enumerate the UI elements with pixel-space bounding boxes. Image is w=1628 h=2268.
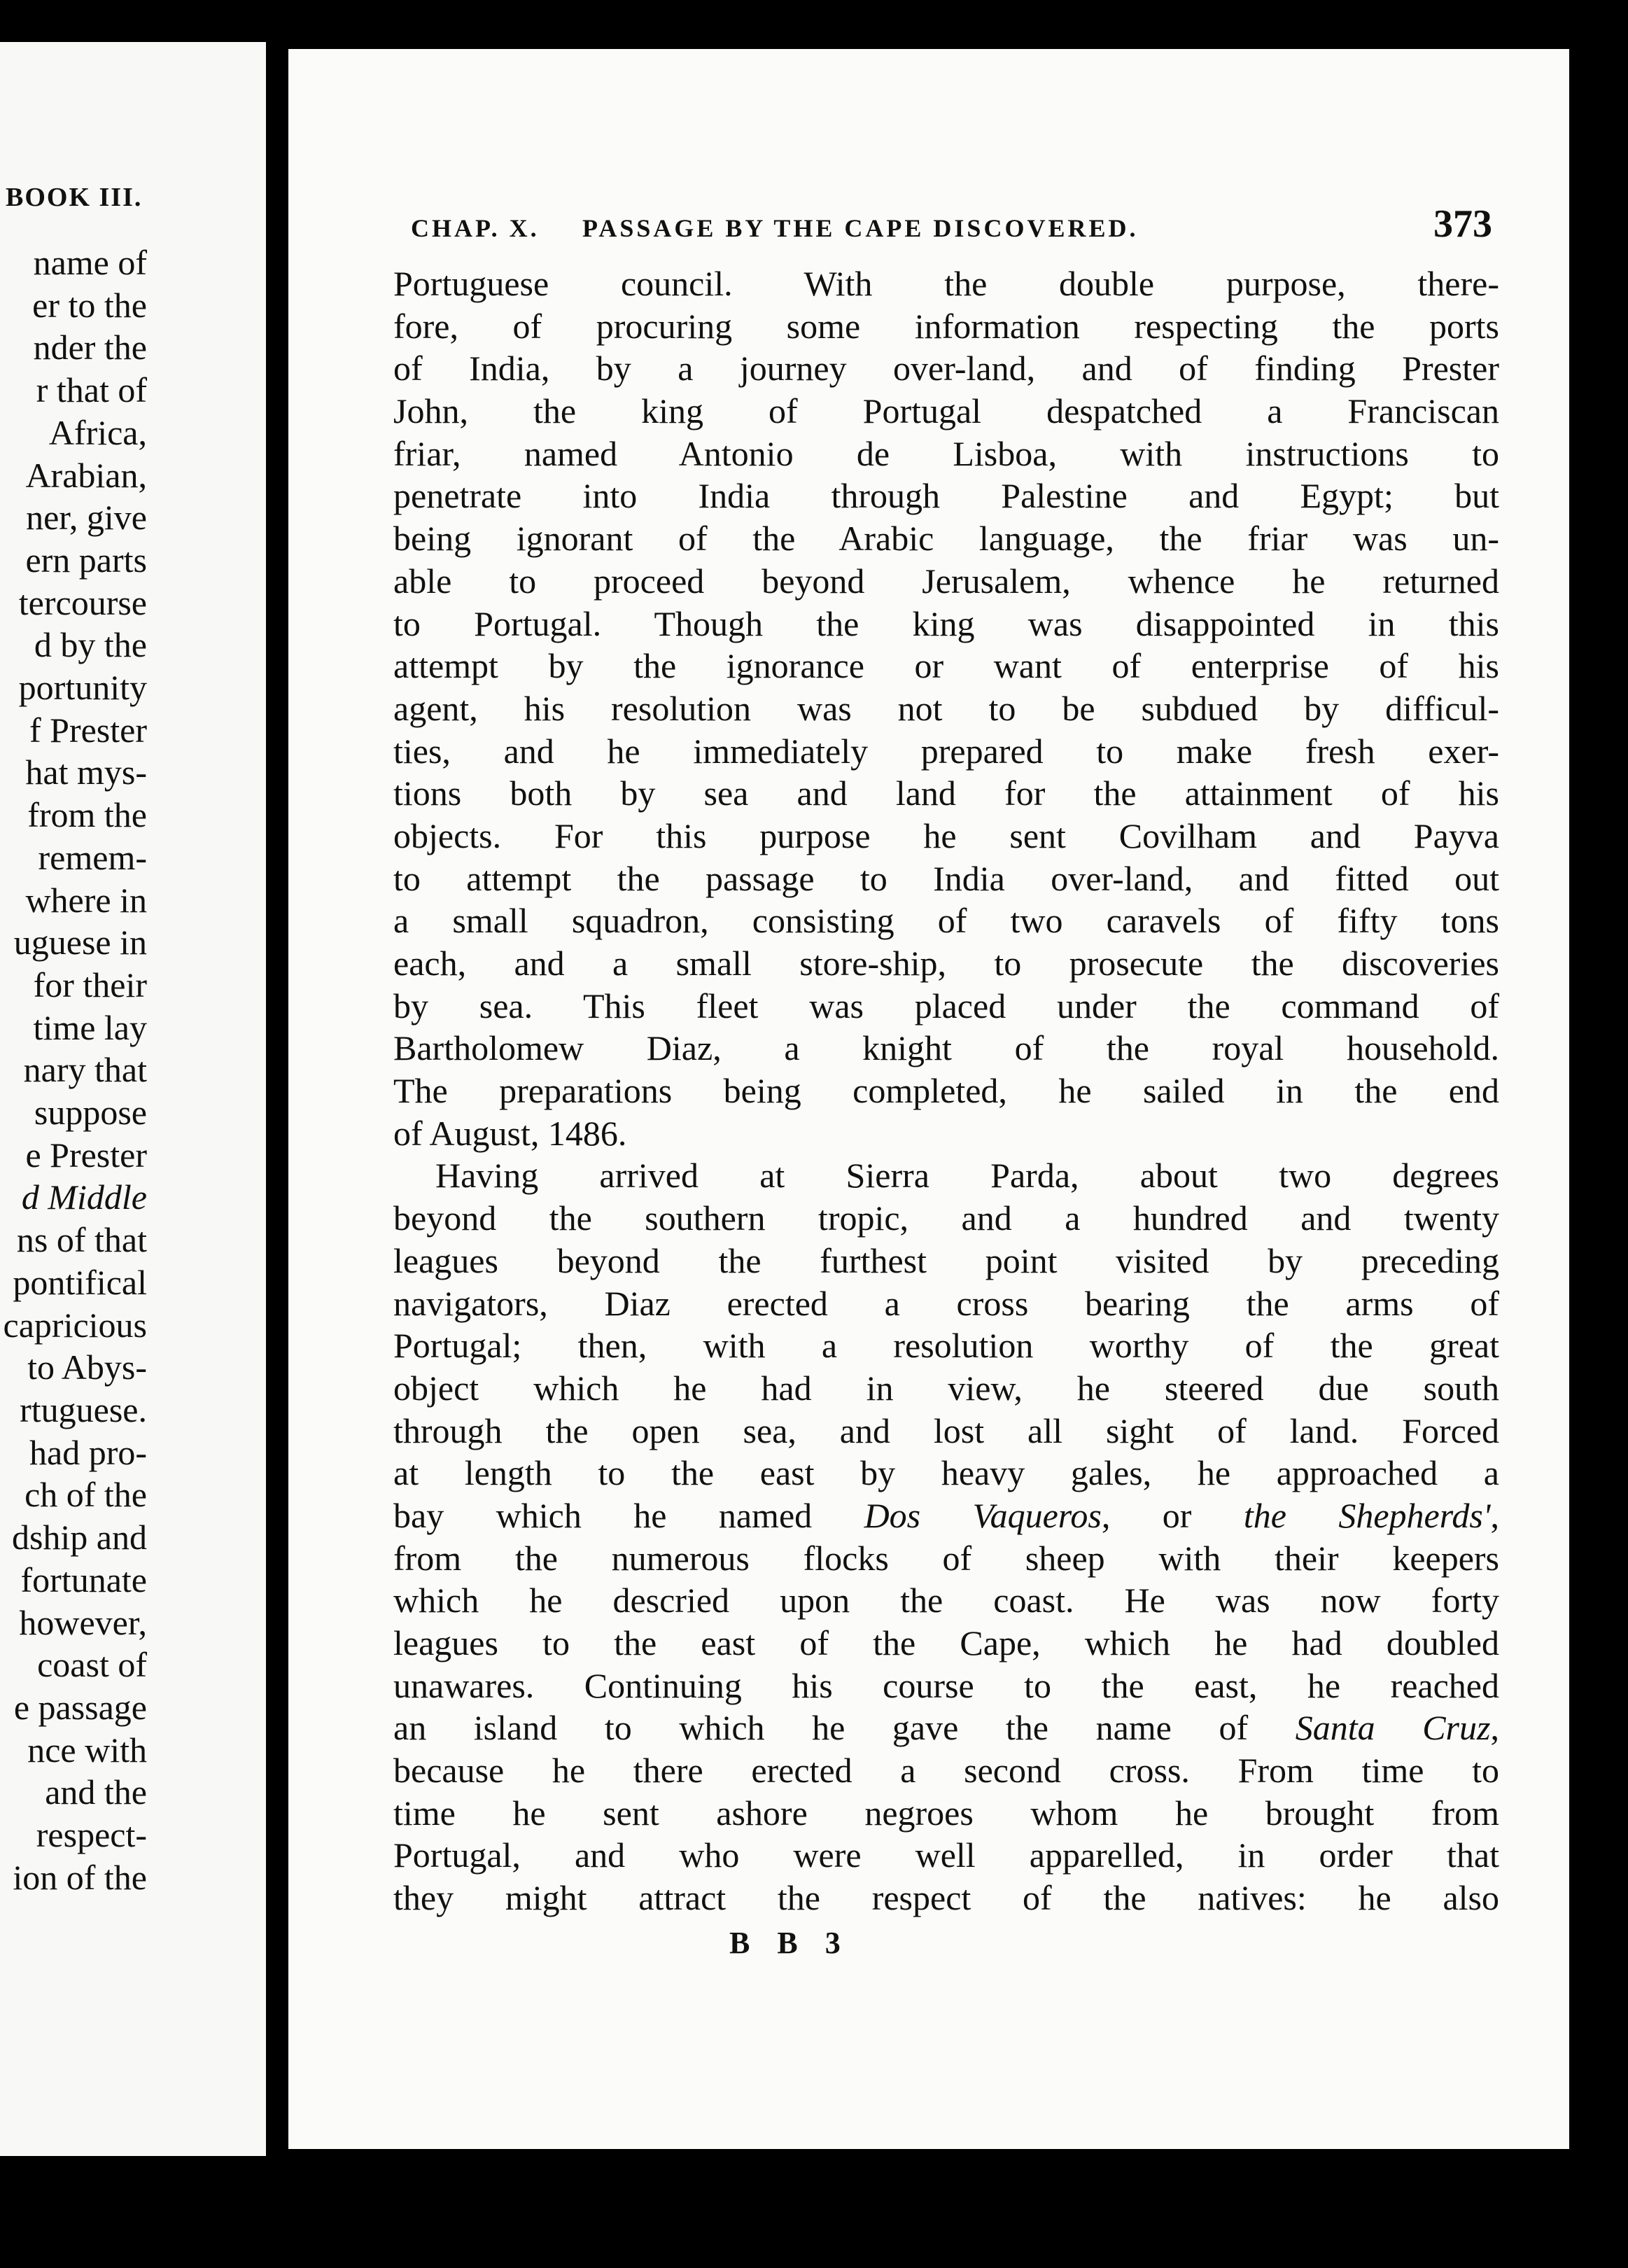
left-text-line: fortunate [20,1560,147,1600]
printer-signature: B B 3 [729,1926,850,1960]
left-text-line: coast of [37,1645,147,1685]
left-text-line: ion of the [13,1857,147,1897]
left-text-line: from the [27,795,147,835]
italic-place-name: the Shepherds' [1243,1495,1491,1535]
left-text-line: name of [33,243,147,282]
left-page-text [3,241,147,1898]
left-text-line: Arabian, [25,455,147,495]
text-line: each, and a small store-ship, to prosecute the discoveries [393,944,1499,983]
text-line: agent, his resolution was not to be subdued by difficul- [393,688,1499,728]
text-segment: , [1490,1708,1499,1748]
left-text-line: respect- [36,1815,147,1855]
text-line-with-italics [393,1494,1499,1537]
left-text-line: ch of the [24,1475,147,1515]
text-line: tions both by sea and land for the attainment of his [393,774,1499,813]
left-text-line: however, [19,1602,147,1642]
text-line: Portugal, and who were well apparelled, in order that [393,1835,1499,1875]
text-line: being ignorant of the Arabic language, the friar was un- [393,519,1499,559]
left-text-line: f Prester [29,710,147,750]
left-text-line: uguese in [13,923,147,962]
left-text-line: nder the [33,328,147,368]
italic-place-name: Santa Cruz [1295,1708,1491,1748]
left-text-line: d by the [34,625,147,665]
text-line: which he descried upon the coast. He was now forty [393,1581,1499,1620]
chapter-title: PASSAGE BY THE CAPE DISCOVERED. [582,214,1139,242]
italic-place-name: Dos Vaqueros [864,1495,1102,1535]
text-line: able to proceed beyond Jerusalem, whence he returned [393,561,1499,601]
left-text-line: and the [45,1772,147,1812]
text-line: penetrate into India through Palestine and Egypt; but [393,476,1499,516]
text-line: to attempt the passage to India over-land, and fitted out [393,858,1499,898]
left-text-line: time lay [33,1007,147,1047]
text-line: Portugal; then, with a resolution worthy of the great [393,1326,1499,1366]
text-line: The preparations being completed, he sailed in the end [393,1071,1499,1111]
text-line: of India, by a journey over-land, and of finding Prester [393,349,1499,388]
text-line: by sea. This fleet was placed under the command of [393,986,1499,1026]
left-text-line: suppose [34,1093,147,1133]
left-text-line: nary that [23,1050,147,1090]
left-text-line: e Prester [25,1135,147,1175]
left-text-line: nce with [27,1730,147,1770]
text-line: John, the king of Portugal despatched a Franciscan [393,391,1499,431]
left-text-line: portunity [18,668,147,708]
text-line: fore, of procuring some information respecting the ports [393,306,1499,346]
left-text-line: to Abys- [27,1348,147,1387]
running-head [411,202,1492,252]
left-text-line: had pro- [29,1432,147,1472]
left-text-line: capricious [3,1305,147,1345]
text-line: leagues beyond the furthest point visited by preceding [393,1240,1499,1280]
left-text-line: e passage [13,1687,147,1727]
left-text-line: hat mys- [25,752,147,792]
chapter-label: CHAP. X. [411,214,540,242]
text-line: navigators, Diaz erected a cross bearing the arms of [393,1283,1499,1323]
text-line: they might attract the respect of the natives: he also [393,1878,1499,1918]
text-line-with-italics [393,1707,1499,1749]
text-line: from the numerous flocks of sheep with their keepers [393,1538,1499,1578]
left-text-line: ern parts [25,540,147,580]
text-line: leagues to the east of the Cape, which he had doubled [393,1623,1499,1662]
right-page [288,49,1569,2149]
text-line: time he sent ashore negroes whom he brought from [393,1793,1499,1833]
text-segment: , or [1101,1495,1244,1535]
text-line: attempt by the ignorance or want of enterprise of his [393,646,1499,686]
left-text-line: where in [25,880,147,920]
left-text-line: d Middle [21,1177,147,1217]
text-line: objects. For this purpose he sent Covilham and Payva [393,816,1499,855]
left-text-line: ner, give [26,498,147,538]
left-text-line: Africa, [48,412,147,452]
body-text [393,262,1499,1919]
left-text-line: ns of that [16,1220,147,1260]
text-segment: , [1490,1495,1499,1535]
left-text-line: tercourse [18,582,147,622]
text-line: of August, 1486. [393,1113,627,1153]
left-text-line: dship and [11,1518,147,1558]
text-line: ties, and he immediately prepared to make fresh exer- [393,731,1499,771]
text-line: to Portugal. Though the king was disappointed in this [393,603,1499,643]
text-line: at length to the east by heavy gales, he approached a [393,1453,1499,1493]
text-line: a small squadron, consisting of two caravels of fifty tons [393,901,1499,941]
text-segment: an island to which he gave the name of [393,1708,1296,1748]
page-number: 373 [1433,202,1492,246]
text-line: unawares. Continuing his course to the east, he reached [393,1665,1499,1705]
text-line: Having arrived at Sierra Parda, about two degrees [435,1156,1499,1196]
left-text-line: r that of [36,370,147,410]
text-line: object which he had in view, he steered due south [393,1368,1499,1408]
page-gutter [266,0,288,2268]
text-line: Portuguese council. With the double purpose, there- [393,264,1499,303]
left-text-line: for their [33,965,147,1004]
text-line: friar, named Antonio de Lisboa, with instructions to [393,433,1499,473]
text-segment: bay which he named [393,1495,864,1535]
left-text-line: rtuguese. [20,1390,147,1429]
left-text-line: pontifical [13,1262,147,1302]
text-line: because he there erected a second cross. From time to [393,1751,1499,1791]
text-line: through the open sea, and lost all sight of land. Forced [393,1410,1499,1450]
text-line: beyond the southern tropic, and a hundred and twenty [393,1198,1499,1238]
left-running-head: BOOK III. [6,183,143,212]
left-text-line: er to the [32,285,147,325]
text-line: Bartholomew Diaz, a knight of the royal household. [393,1028,1499,1068]
left-facing-page [0,42,266,2156]
left-text-line: remem- [38,837,147,877]
